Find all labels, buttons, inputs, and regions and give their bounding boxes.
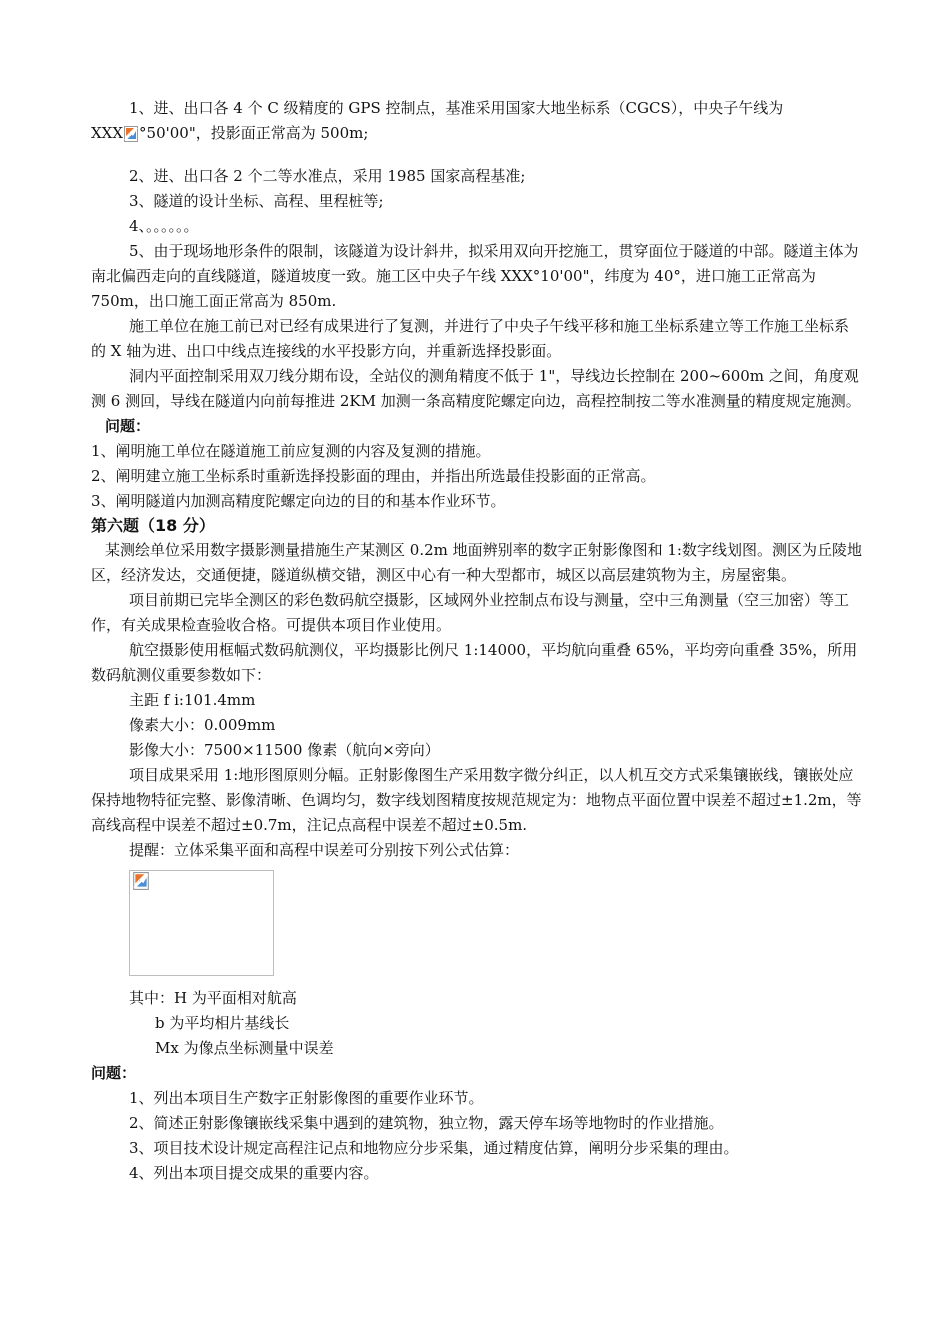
param-focal: 主距 f i:101.4mm	[129, 691, 256, 709]
question-item: 1、阐明施工单位在隧道施工前应复测的内容及复测的措施。	[91, 442, 491, 460]
paragraph-control: 洞内平面控制采用双刀线分期布设，全站仪的测角精度不低于 1"，导线边长控制在 200~600m 之间，角度观测 6 测回，导线在隧道内向前每推进 2KM 加测一条高精度陀螺定向边，高程控制按二等水准测量的精度规定施测。	[91, 367, 861, 410]
question-item: 2、阐明建立施工坐标系时重新选择投影面的理由，并指出所选最佳投影面的正常高。	[91, 467, 656, 485]
question-heading: 问题：	[105, 417, 151, 435]
paragraph-accuracy: 项目成果采用 1:地形图原则分幅。正射影像图生产采用数字微分纠正，以人机互交方式采集镶嵌线，镶嵌处应保持地物特征完整、影像清晰、色调均匀，数字线划图精度按规范规定为：地物点平面位置中误差不超过±1.2m，等高线高程中误差不超过±0.7m，注记点高程中误差不超过±0.5m.	[91, 766, 862, 834]
question-item: 3、项目技术设计规定高程注记点和地物应分步采集，通过精度估算，阐明分步采集的理由。	[129, 1139, 739, 1157]
where-h: 其中：H 为平面相对航高	[129, 989, 297, 1007]
question-item: 2、简述正射影像镶嵌线采集中遇到的建筑物，独立物，露天停车场等地物时的作业措施。	[129, 1114, 724, 1132]
question-heading: 问题：	[91, 1064, 137, 1082]
list-item-4: 4、。。。。。。	[129, 217, 199, 235]
meridian-suffix: °50'00"，投影面正常高为 500m;	[139, 124, 369, 142]
paragraph-prior-work: 项目前期已完毕全测区的彩色数码航空摄影，区域网外业控制点布设与测量，空中三角测量（空三加密）等工作，有关成果检查验收合格。可提供本项目作业使用。	[91, 591, 850, 634]
list-item-1-cont	[91, 121, 863, 146]
list-item-1: 1、进、出口各 4 个 C 级精度的 GPS 控制点，基准采用国家大地坐标系（CGCS），中央子午线为	[129, 99, 784, 117]
param-image-size: 影像大小：7500×11500 像素（航向×旁向）	[129, 741, 440, 759]
formula-image-placeholder	[129, 870, 274, 976]
broken-image-icon	[124, 126, 138, 142]
document-page	[91, 96, 863, 1186]
param-pixel: 像素大小：0.009mm	[129, 716, 276, 734]
paragraph-resurvey: 施工单位在施工前已对已经有成果进行了复测，并进行了中央子午线平移和施工坐标系建立等工作施工坐标系的 X 轴为进、出口中线点连接线的水平投影方向，并重新选择投影面。	[91, 317, 850, 360]
broken-image-icon	[132, 872, 146, 888]
paragraph-camera: 航空摄影使用框幅式数码航测仪，平均摄影比例尺 1:14000，平均航向重叠 65%，平均旁向重叠 35%，所用数码航测仪重要参数如下：	[91, 641, 858, 684]
paragraph-hint: 提醒：立体采集平面和高程中误差可分别按下列公式估算：	[129, 841, 520, 859]
list-item-3: 3、隧道的设计坐标、高程、里程桩等;	[129, 192, 384, 210]
paragraph-tunnel: 5、由于现场地形条件的限制，该隧道为设计斜井，拟采用双向开挖施工，贯穿面位于隧道的中部。隧道主体为南北偏西走向的直线隧道，隧道坡度一致。施工区中央子午线 XXX°10'00"，纬度为 40°，进口施工正常高为 750m，出口施工面正常高为 850m.	[91, 242, 859, 310]
paragraph-intro: 某测绘单位采用数字摄影测量措施生产某测区 0.2m 地面辨别率的数字正射影像图和 1:数字线划图。测区为丘陵地区，经济发达，交通便捷，隧道纵横交错，测区中心有一种大型都市，城区以高层建筑物为主，房屋密集。	[91, 541, 862, 584]
question-item: 1、列出本项目生产数字正射影像图的重要作业环节。	[129, 1089, 484, 1107]
list-item-2: 2、进、出口各 2 个二等水准点，采用 1985 国家高程基准;	[129, 167, 526, 185]
question-item: 3、阐明隧道内加测高精度陀螺定向边的目的和基本作业环节。	[91, 492, 506, 510]
section-title: 第六题（18 分）	[91, 516, 215, 535]
where-mx: Mx 为像点坐标测量中误差	[155, 1039, 334, 1057]
spacer	[91, 146, 863, 164]
meridian-prefix: XXX	[91, 124, 124, 142]
where-b: b 为平均相片基线长	[155, 1014, 290, 1032]
question-item: 4、列出本项目提交成果的重要内容。	[129, 1164, 379, 1182]
